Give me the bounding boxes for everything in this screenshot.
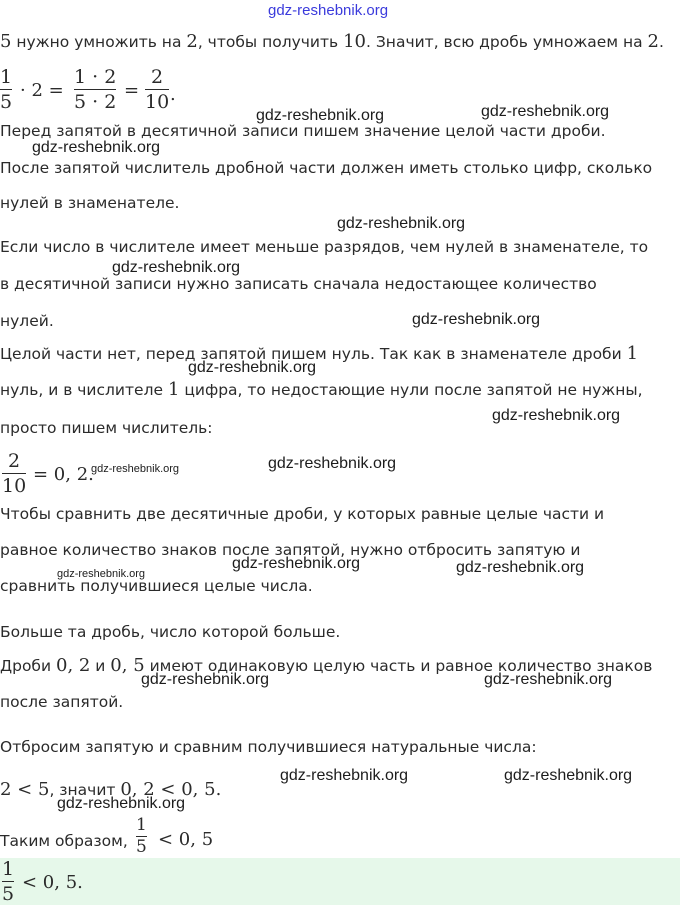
paragraph: нулей. [0, 312, 54, 330]
watermark: gdz-reshebnik.org [32, 139, 161, 156]
fraction-1-5 [0, 66, 12, 113]
watermark: gdz-reshebnik.org [484, 671, 613, 688]
numerator: 2 [151, 66, 164, 88]
paragraph: после запятой. [0, 693, 124, 711]
text: и [90, 657, 111, 675]
paragraph: сравнить получившиеся целые числа. [0, 577, 313, 595]
operator: · 2 = [20, 80, 64, 101]
period: . [170, 84, 176, 105]
intro-line [0, 32, 664, 52]
text: Дроби [0, 657, 56, 675]
inequality: 2 < 5 [0, 779, 50, 800]
numerator: 1 [136, 815, 147, 835]
text: , чтобы получить [197, 33, 344, 51]
denominator: 5 · 2 [74, 91, 117, 113]
answer-fraction [2, 858, 14, 905]
watermark: gdz-reshebnik.org [268, 455, 397, 472]
operator: = [124, 80, 140, 101]
watermark: gdz-reshebnik.org [280, 767, 409, 784]
denominator: 5 [136, 837, 147, 857]
number-2: 2 [647, 31, 659, 52]
fraction-product [74, 66, 116, 113]
numerator: 1 · 2 [74, 66, 117, 88]
denominator: 10 [2, 475, 27, 497]
value: 0, 5 [110, 655, 145, 676]
number-1: 1 [626, 343, 639, 364]
text: имеют одинаковую целую часть и равное количество знаков [144, 657, 653, 675]
period: . [215, 779, 222, 800]
watermark: gdz-reshebnik.org [141, 671, 270, 688]
denominator: 5 [2, 883, 15, 905]
paragraph: Отбросим запятую и сравним получившиеся натуральные числа: [0, 738, 537, 756]
conclusion-text: Таким образом, [0, 832, 128, 850]
watermark: gdz-reshebnik.org [492, 407, 621, 424]
fraction-1-5 [136, 816, 147, 857]
paragraph: Чтобы сравнить две десятичные дроби, у которых равные целые части и [0, 505, 605, 523]
watermark: gdz-reshebnik.org [481, 103, 610, 120]
answer-inequality: < 0, 5. [22, 872, 83, 893]
paragraph: Перед запятой в десятичной записи пишем значение целой части дроби. [0, 122, 606, 140]
text: , значит [49, 781, 121, 799]
paragraph: Больше та дробь, число которой больше. [0, 623, 341, 641]
text: нуль, и в числителе [0, 381, 168, 399]
numerator: 1 [0, 66, 13, 88]
fraction-2-10 [2, 450, 26, 497]
watermark: gdz-reshebnik.org [112, 259, 241, 276]
inequality: 0, 2 < 0, 5 [120, 779, 216, 800]
paragraph: равное количество знаков после запятой, нужно отбросить запятую и [0, 541, 581, 559]
number-1: 1 [167, 379, 180, 400]
watermark: gdz-reshebnik.org [504, 767, 633, 784]
denominator: 10 [145, 91, 170, 113]
watermark: gdz-reshebnik.org [412, 311, 541, 328]
paragraph: нулей в знаменателе. [0, 194, 180, 212]
text: . [658, 33, 664, 51]
paragraph: просто пишем числитель: [0, 419, 213, 437]
watermark: gdz-reshebnik.org [337, 215, 466, 232]
text: нужно умножить на [11, 33, 187, 51]
paragraph [0, 380, 643, 400]
denominator: 5 [0, 91, 13, 113]
fraction-2-10 [145, 66, 169, 113]
answer-box [0, 858, 680, 905]
paragraph: Если число в числителе имеет меньше разрядов, чем нулей в знаменателе, то [0, 238, 649, 256]
watermark: gdz-reshebnik.org [232, 555, 361, 572]
paragraph: в десятичной записи нужно записать сначала недостающее количество [0, 275, 597, 293]
watermark: gdz-reshebnik.org [57, 795, 186, 812]
inequality: < 0, 5 [158, 829, 214, 850]
value: 0, 2 [56, 655, 91, 676]
number-10: 10 [343, 31, 367, 52]
watermark: gdz-reshebnik.org [256, 107, 385, 124]
watermark: gdz-reshebnik.org [268, 2, 389, 19]
numerator: 1 [2, 858, 15, 880]
watermark: gdz-reshebnik.org [91, 463, 180, 475]
watermark: gdz-reshebnik.org [57, 568, 146, 580]
text: Целой части нет, перед запятой пишем нуль. Так как в знаменателе дроби [0, 345, 627, 363]
watermark: gdz-reshebnik.org [456, 559, 585, 576]
text: . Значит, всю дробь умножаем на [366, 33, 648, 51]
numerator: 2 [8, 450, 21, 472]
number-5: 5 [0, 31, 12, 52]
paragraph [0, 344, 638, 364]
paragraph: После запятой числитель дробной части должен иметь столько цифр, сколько [0, 159, 653, 177]
text: цифра, то недостающие нули после запятой не нужны, [179, 381, 643, 399]
equation-result: = 0, 2. [33, 464, 94, 485]
number-2: 2 [186, 31, 198, 52]
watermark: gdz-reshebnik.org [188, 359, 317, 376]
